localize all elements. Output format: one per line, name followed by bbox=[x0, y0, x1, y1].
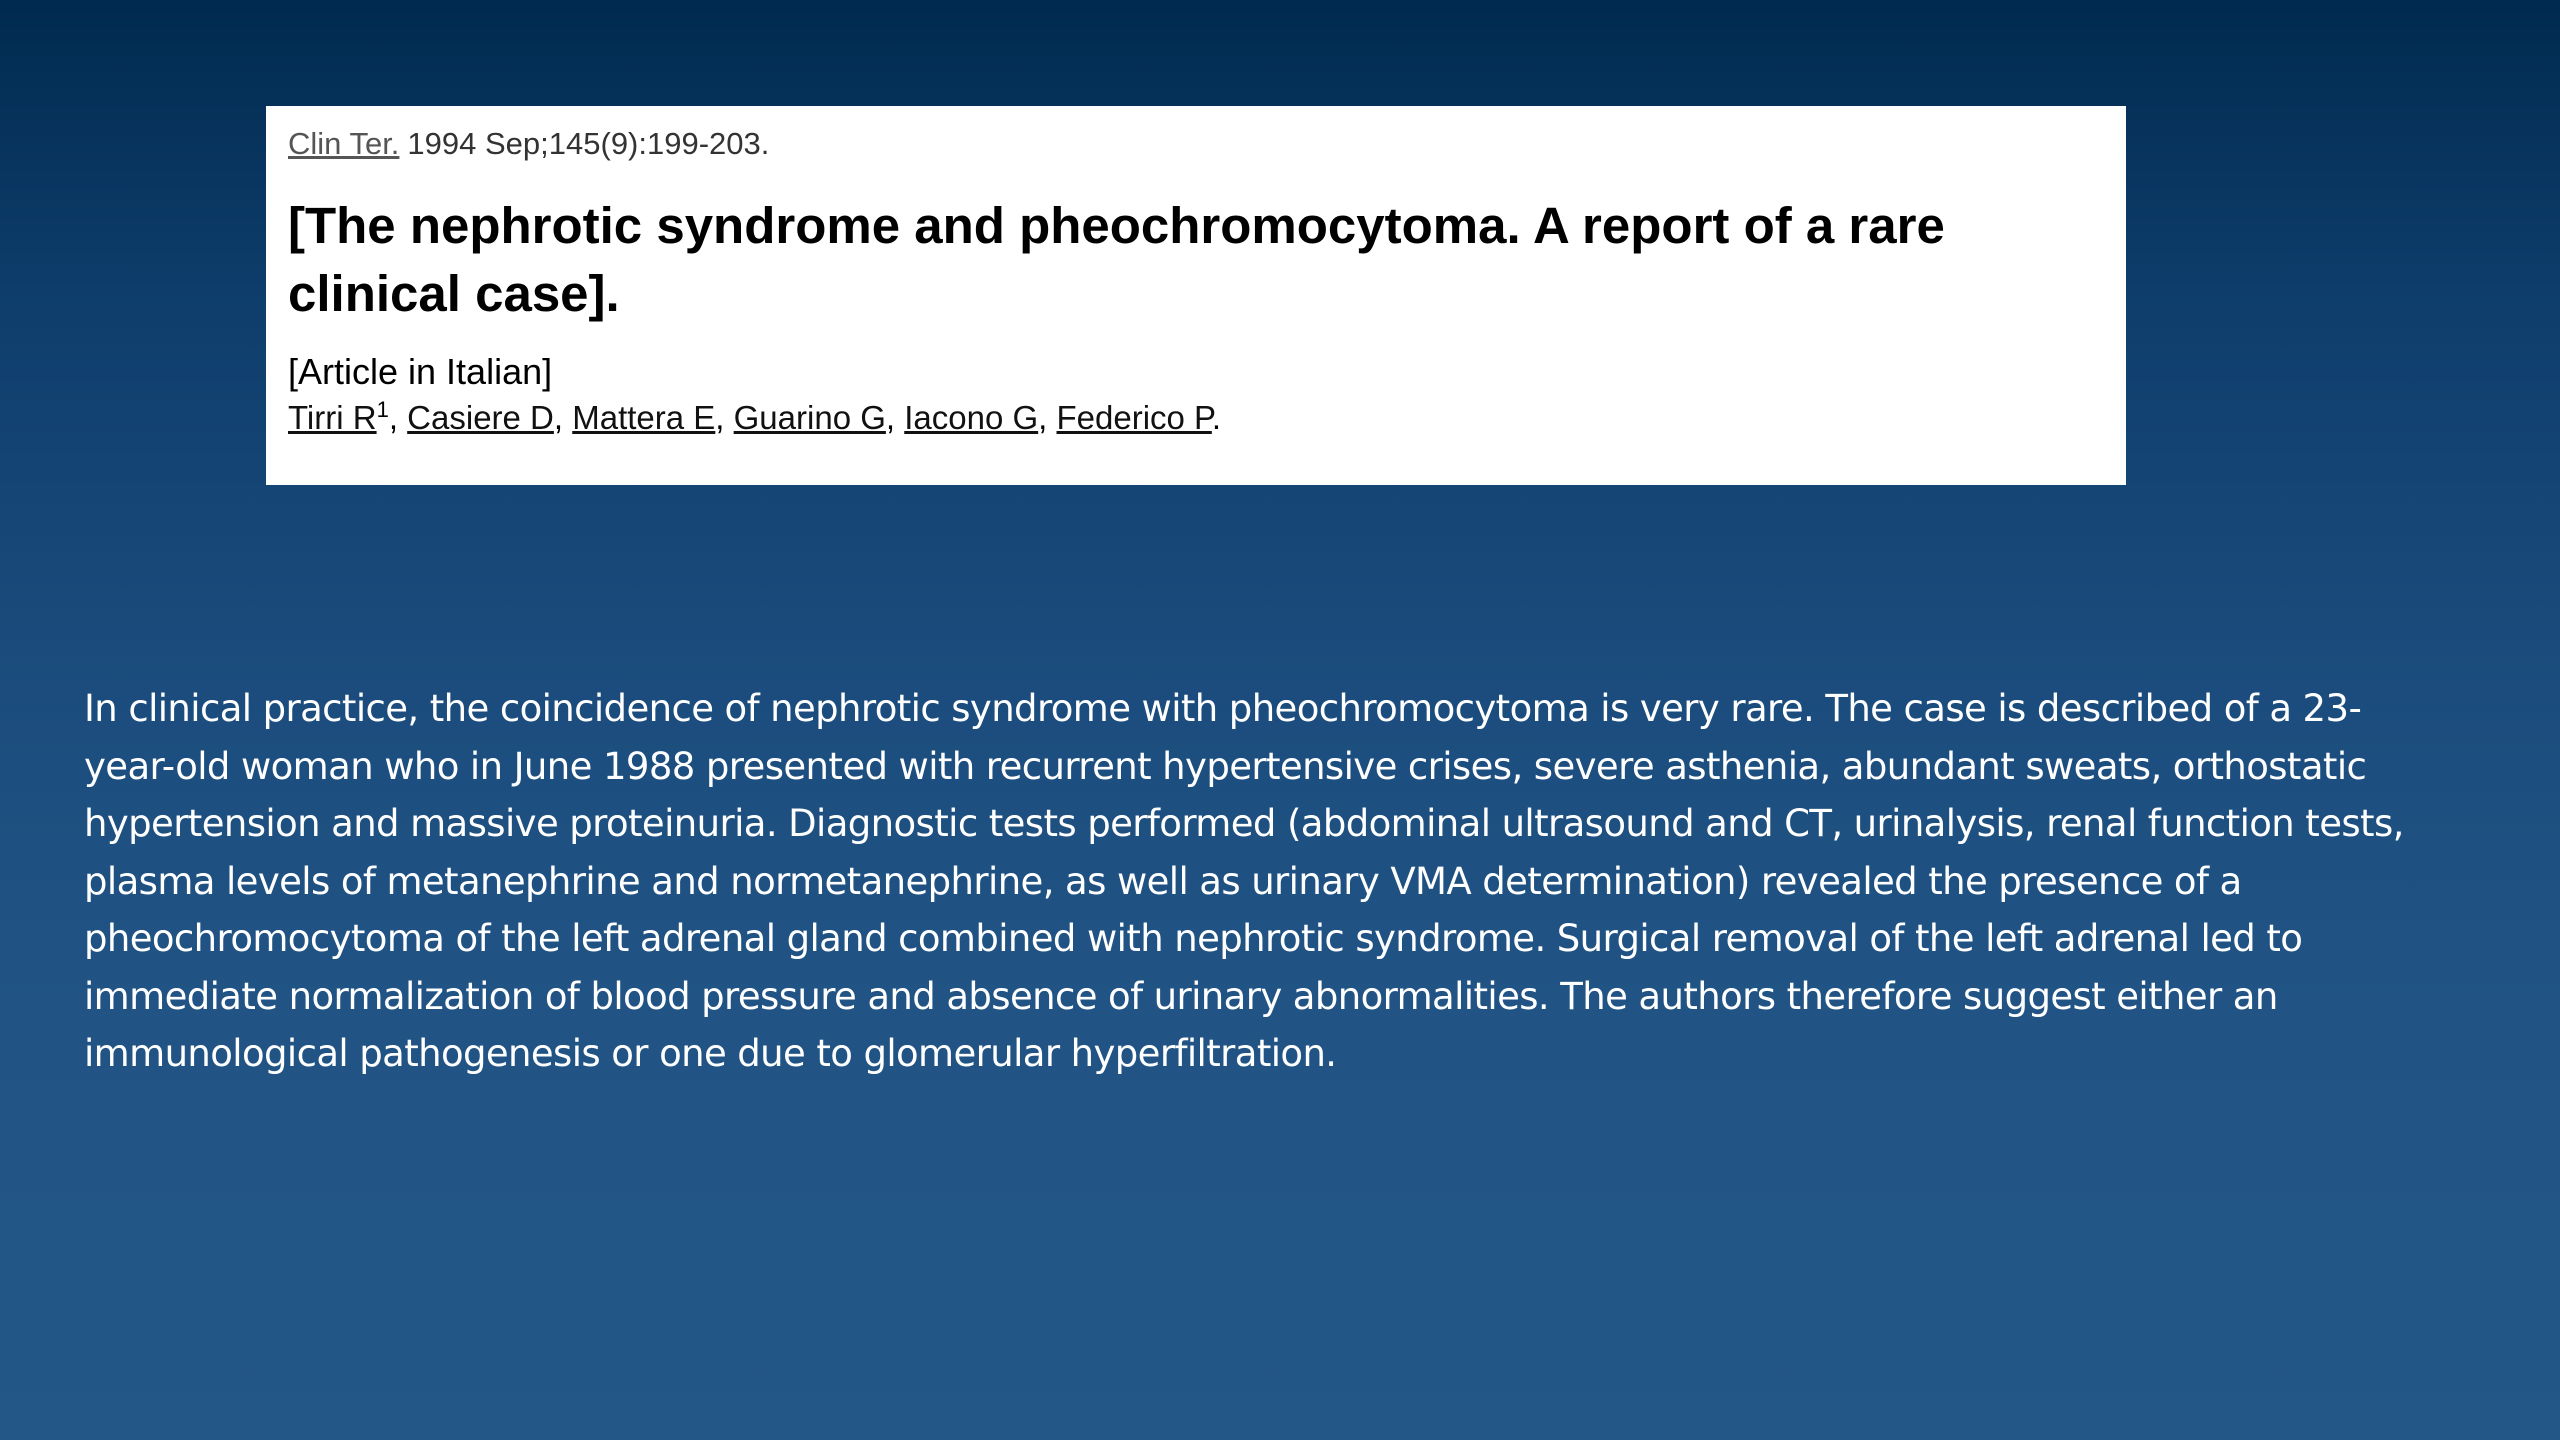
citation-box bbox=[266, 106, 2126, 485]
author-separator: , bbox=[553, 399, 573, 436]
author-separator: , bbox=[1038, 399, 1057, 436]
author-list bbox=[288, 394, 2104, 442]
citation-line bbox=[288, 124, 2104, 164]
author-separator: , bbox=[885, 399, 905, 436]
author-link[interactable]: Federico P bbox=[1056, 399, 1212, 436]
abstract-text: In clinical practice, the coincidence of nephrotic syndrome with pheochromocytoma is very rare. The case is described of a 23-year-old woman who in June 1988 presented with recurrent hypertensive crises, severe asthenia, abundant sweats, orthostatic hypertension and massive proteinuria. Diagnostic tests performed (abdominal ultrasound and CT, urinalysis, renal function tests, plasma levels of metanephrine and normetanephrine, as well as urinary VMA determination) revealed the presence of a pheochromocytoma of the left adrenal gland combined with nephrotic syndrome. Surgical removal of the left adrenal led to immediate normalization of blood pressure and absence of urinary abnormalities. The authors therefore suggest either an immunological pathogenesis or one due to glomerular hyperfiltration. bbox=[84, 687, 2404, 1075]
language-note: [Article in Italian] bbox=[288, 351, 553, 392]
authors-end: . bbox=[1211, 399, 1221, 436]
citation-details: 1994 Sep;145(9):199-203. bbox=[407, 126, 770, 161]
author-separator: , bbox=[388, 399, 408, 436]
author-link[interactable]: Casiere D bbox=[407, 399, 554, 436]
author-link[interactable]: Guarino G bbox=[733, 399, 886, 436]
author-link[interactable]: Tirri R bbox=[288, 399, 377, 436]
author-separator: , bbox=[715, 399, 734, 436]
author-link[interactable]: Mattera E bbox=[572, 399, 716, 436]
affiliation-marker: 1 bbox=[376, 397, 389, 422]
author-link[interactable]: Iacono G bbox=[904, 399, 1039, 436]
journal-link[interactable]: Clin Ter. bbox=[288, 126, 400, 161]
article-title: [The nephrotic syndrome and pheochromocytoma. A report of a rare clinical case]. bbox=[288, 197, 1945, 322]
